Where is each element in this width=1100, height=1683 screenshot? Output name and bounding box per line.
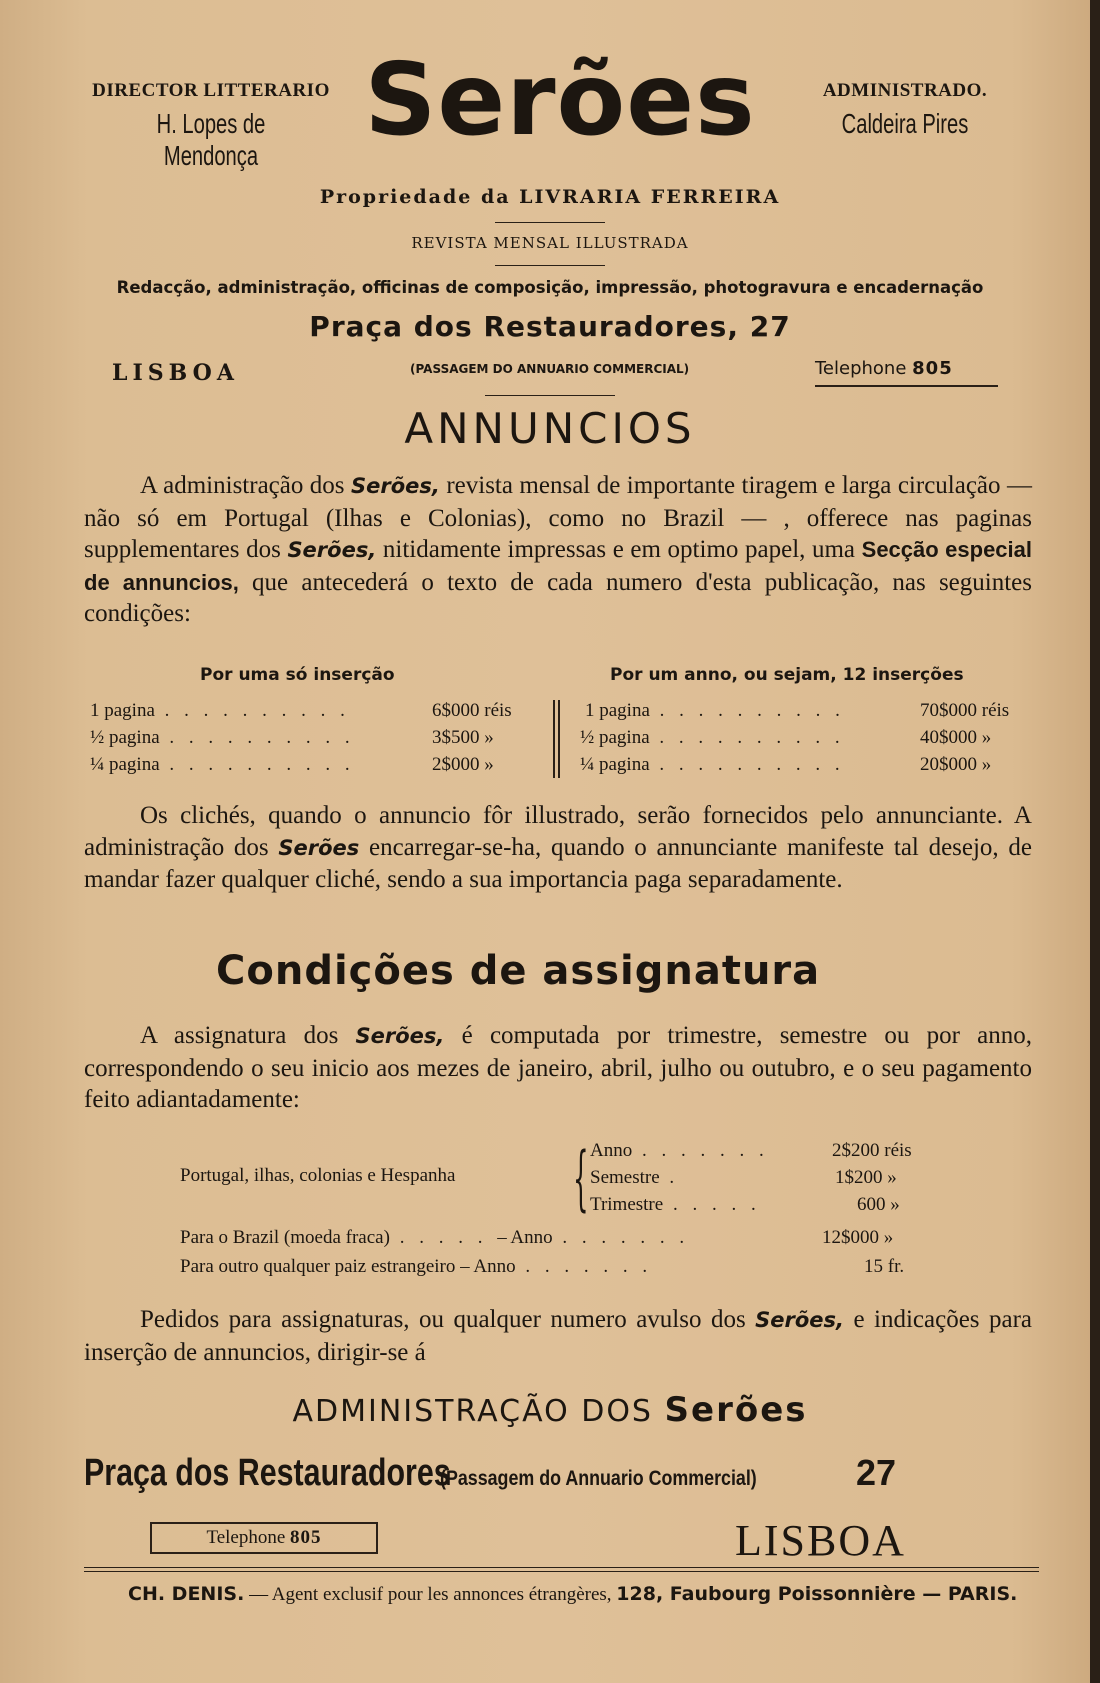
director-name: H. Lopes de Mendonça: [156, 108, 266, 171]
brazil-label: Para o Brazil (moeda fraca): [180, 1227, 390, 1248]
price-value: 2$000 »: [432, 754, 494, 775]
price-row: ½ pagina . . . . . . . . . .: [90, 727, 355, 748]
orders-text: Pedidos para assignaturas, ou qualquer numero avulso dos: [140, 1306, 756, 1333]
page-edge: [1090, 0, 1100, 1683]
city-lisboa: LISBOA: [112, 360, 239, 386]
price-value: 70$000 réis: [920, 700, 1010, 721]
administrator-block: [800, 80, 1010, 140]
subscription-price: 2$200 réis: [832, 1140, 912, 1161]
price-value: 3$500 »: [432, 727, 494, 748]
size-label: 1 pagina: [585, 700, 650, 721]
intro-text: A administração dos: [140, 472, 351, 499]
administrator-label: ADMINISTRADO.: [822, 80, 988, 101]
foreign-row: Para outro qualquer paiz estrangeiro – Anno . . . . . . .: [180, 1256, 653, 1277]
footer-city: LISBOA: [735, 1516, 906, 1565]
brazil-row: Para o Brazil (moeda fraca) . . . . . – Anno . . . . . . .: [180, 1227, 690, 1248]
single-insertion-heading: Por uma só inserção: [200, 665, 395, 685]
period-label: Trimestre: [590, 1194, 664, 1215]
telephone-block: [815, 358, 953, 379]
footer-rule: [84, 1567, 1039, 1568]
intro-text: nitidamente impressas e em optimo papel, uma: [376, 536, 862, 563]
agent-notice: [84, 1580, 1039, 1609]
subscription-intro: [84, 1020, 1032, 1116]
price-value: 20$000 »: [920, 754, 992, 775]
footer-rule: [84, 1571, 1039, 1572]
main-address: Praça dos Restauradores, 27: [309, 310, 791, 343]
footer-address: [84, 1452, 1032, 1495]
magazine-name: Serões,: [755, 1308, 844, 1332]
magazine-name: Serões: [278, 835, 360, 860]
intro-text: que antecederá o texto de cada numero d'esta publicação, nas seguintes condições:: [84, 568, 1032, 627]
administrator-name: Caldeira Pires: [841, 108, 969, 139]
cliches-text: Os clichés, quando o annuncio fôr illustrado, serão fornecidos pelo annunciante. A administração dos: [84, 802, 1032, 861]
subscription-row: Anno . . . . . . .: [590, 1140, 769, 1161]
orders-paragraph: [84, 1304, 1032, 1368]
table-divider: [558, 700, 560, 778]
special-section: Secção especial de annuncios,: [84, 537, 1032, 595]
year-insertion-heading: Por um anno, ou sejam, 12 inserções: [610, 665, 964, 685]
price-row: ½ pagina . . . . . . . . . .: [580, 727, 845, 748]
director-block: [80, 80, 342, 172]
services-line: Redacção, administração, officinas de composição, impressão, photogravura e encadernação: [116, 278, 984, 297]
cliches-text: encarregar-se-ha, quando o annunciante manifeste tal desejo, de mandar fazer qualquer cliché, sendo a sua importancia paga separadamente.: [84, 833, 1032, 893]
divider: [485, 395, 615, 396]
address-passage: (Passagem do Annuario Commercial): [440, 1467, 757, 1490]
price-row: 1 pagina . . . . . . . . . .: [585, 700, 845, 721]
agent-address: 128, Faubourg Poissonnière — PARIS.: [616, 1583, 1018, 1605]
orders-text: e indicações para inserção de annuncios, dirigir-se á: [84, 1306, 1032, 1366]
address-number: 27: [856, 1452, 897, 1493]
telephone-box: [150, 1522, 378, 1554]
telephone-number: 805: [290, 1527, 322, 1548]
magazine-name: Serões: [664, 1390, 808, 1430]
subscription-price: 15 fr.: [864, 1256, 905, 1277]
size-label: 1 pagina: [90, 700, 155, 721]
annuncios-intro: [84, 470, 1032, 630]
price-row: ¼ pagina . . . . . . . . . .: [580, 754, 845, 775]
size-label: ¼ pagina: [90, 754, 160, 775]
subscription-price: 1$200 »: [835, 1167, 897, 1188]
annuncios-heading: ANNUNCIOS: [404, 404, 696, 453]
price-row: 1 pagina . . . . . . . . . .: [90, 700, 350, 721]
size-label: ¼ pagina: [580, 754, 650, 775]
agent-name: CH. DENIS.: [128, 1583, 245, 1605]
price-value: 6$000 réis: [432, 700, 512, 721]
director-label: DIRECTOR LITTERARIO: [92, 80, 330, 101]
magazine-name: Serões,: [355, 1024, 445, 1048]
group-brace: {: [573, 1137, 589, 1219]
divider: [495, 222, 605, 223]
subscription-row: Trimestre . . . . .: [590, 1194, 761, 1215]
administration-text: ADMINISTRAÇÃO DOS: [292, 1394, 653, 1429]
passage-note: (PASSAGEM DO ANNUARIO COMMERCIAL): [410, 362, 690, 376]
period-label: Anno: [510, 1227, 553, 1248]
subscription-text: é computada por trimestre, semestre ou por anno, correspondendo o seu inicio aos mezes de janeiro, abril, julho ou outubro, e o seu pagamento feito adiantadamente:: [84, 1022, 1032, 1113]
cliches-paragraph: [84, 800, 1032, 896]
price-value: 40$000 »: [920, 727, 992, 748]
telephone-label: Telephone: [815, 358, 907, 379]
size-label: ½ pagina: [580, 727, 650, 748]
period-label: Anno: [473, 1256, 516, 1277]
foreign-label: Para outro qualquer paiz estrangeiro: [180, 1256, 456, 1277]
divider: [495, 265, 605, 266]
price-row: ¼ pagina . . . . . . . . . .: [90, 754, 355, 775]
masthead-title: Serões: [364, 41, 756, 158]
subtitle: REVISTA MENSAL ILLUSTRADA: [411, 234, 689, 252]
telephone-underline: [815, 385, 998, 387]
address-main: Praça dos Restauradores: [84, 1452, 451, 1494]
subscription-heading: Condições de assignatura: [216, 948, 821, 994]
magazine-name: Serões,: [351, 474, 440, 498]
period-label: Anno: [590, 1140, 633, 1161]
subscription-price: 12$000 »: [822, 1227, 894, 1248]
agent-text: — Agent exclusif pour les annonces étrangères,: [244, 1584, 617, 1605]
property-line: Propriedade da LIVRARIA FERREIRA: [319, 186, 781, 208]
magazine-name: Serões,: [287, 538, 377, 562]
administration-line: [80, 1390, 1020, 1430]
subscription-price: 600 »: [857, 1194, 900, 1215]
telephone-number: 805: [912, 358, 953, 379]
telephone-label: Telephone: [206, 1527, 286, 1548]
group-label: Portugal, ilhas, colonias e Hespanha: [180, 1165, 456, 1186]
intro-text: revista mensal de importante tiragem e larga circulação — não só em Portugal (Ilhas e Colonias), como no Brazil — , offerece nas paginas supplementares dos: [84, 472, 1032, 563]
subscription-row: Semestre .: [590, 1167, 680, 1188]
table-divider: [553, 700, 555, 778]
subscription-text: A assignatura dos: [140, 1022, 356, 1049]
size-label: ½ pagina: [90, 727, 160, 748]
period-label: Semestre: [590, 1167, 660, 1188]
